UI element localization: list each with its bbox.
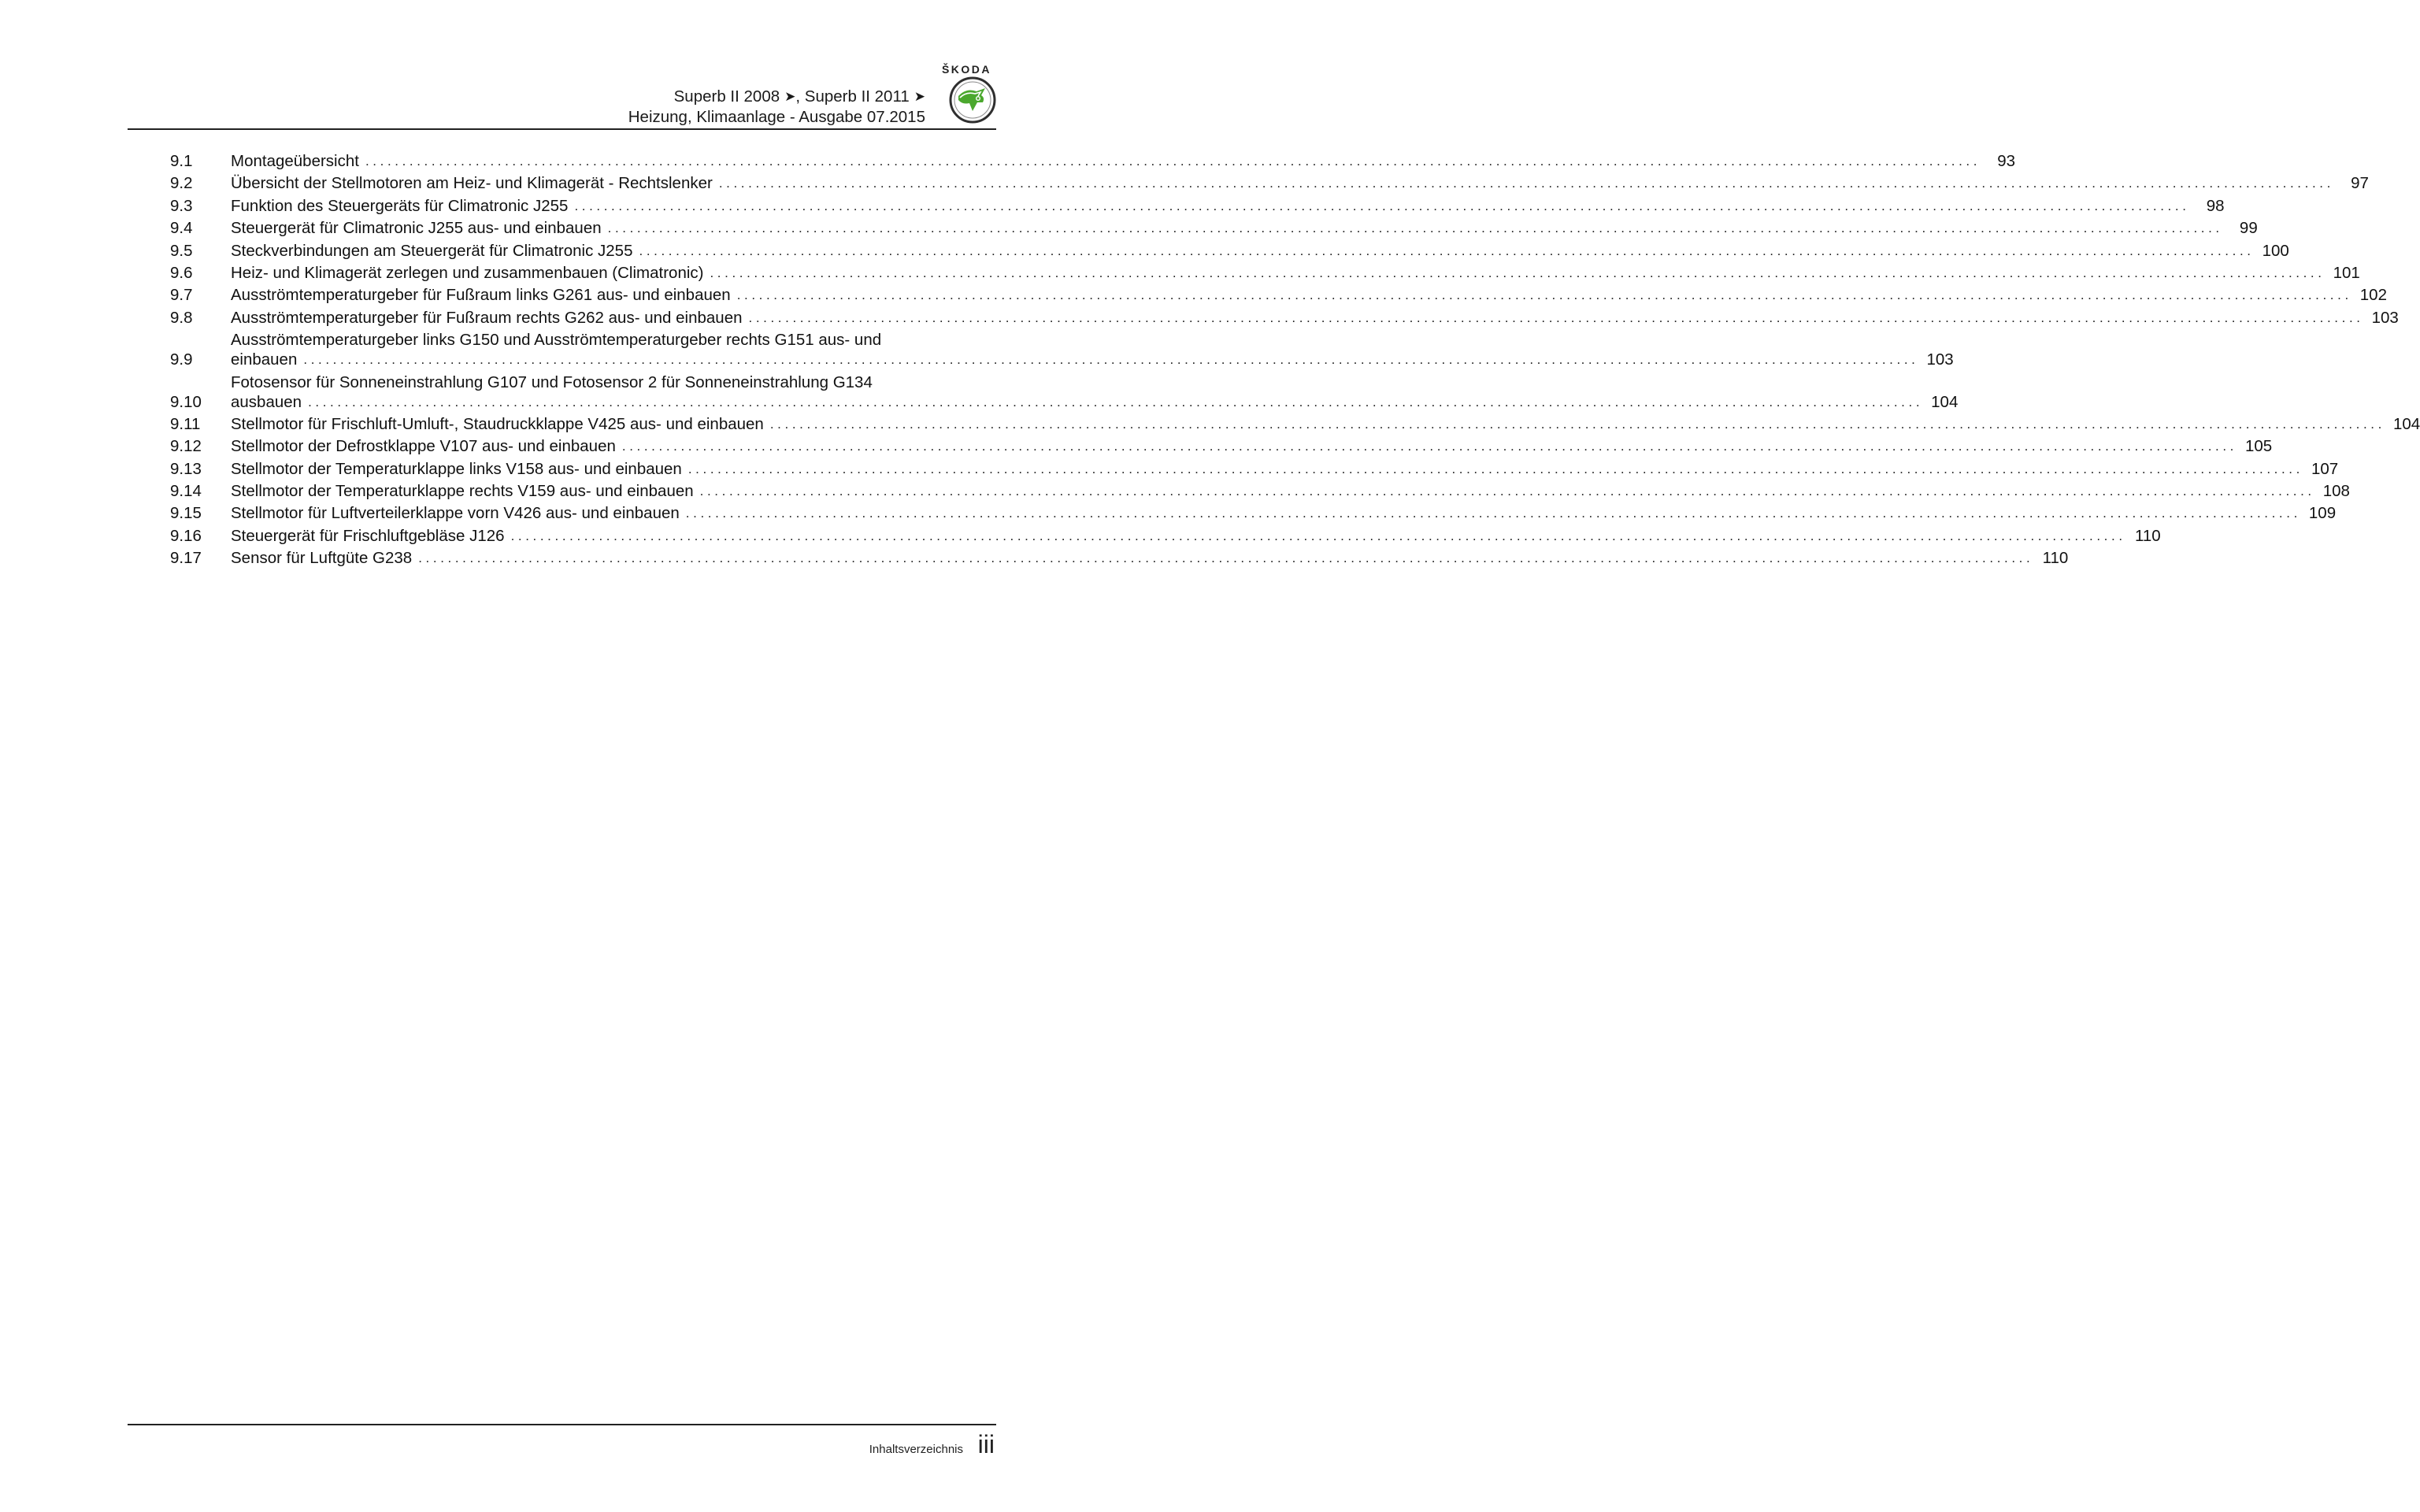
toc-entry[interactable]	[170, 173, 2369, 193]
header-model-1: Superb II 2008	[673, 87, 780, 106]
toc-entry-line	[231, 263, 2360, 283]
toc-entry-page: 110	[2134, 526, 2161, 545]
toc-entry-page: 110	[2042, 549, 2069, 568]
toc-entry-body	[231, 372, 1959, 412]
toc-entry-body	[231, 308, 2399, 328]
arrow-right-icon: ➤	[914, 89, 925, 104]
toc-entry[interactable]	[170, 285, 2387, 305]
arrow-right-icon: ➤	[784, 89, 796, 104]
toc-dot-leader: ............................................................................................................................................................................................................................	[303, 352, 1919, 368]
toc-entry-number: 9.3	[170, 196, 193, 215]
toc-entry[interactable]	[170, 503, 2337, 523]
toc-entry-body	[231, 526, 2161, 546]
toc-entry-body	[231, 481, 2350, 501]
toc-entry-line	[231, 526, 2161, 546]
toc-entry-body	[231, 263, 2360, 283]
toc-entry-line	[231, 151, 2016, 171]
toc-entry-line	[231, 218, 2258, 238]
toc-dot-leader: ............................................................................................................................................................................................................................	[621, 439, 2237, 454]
toc-entry-title: Stellmotor der Temperaturklappe rechts V159 aus- und einbauen	[231, 482, 694, 501]
toc-entry[interactable]	[170, 372, 1959, 412]
toc-entry-line	[231, 173, 2369, 193]
footer-page-number: iii	[977, 1430, 995, 1458]
toc-entry-number: 9.17	[170, 549, 202, 568]
toc-entry-number: 9.2	[170, 174, 193, 193]
table-of-contents	[170, 151, 2420, 571]
toc-entry-body	[231, 414, 2420, 434]
toc-dot-leader: ............................................................................................................................................................................................................................	[736, 287, 2352, 303]
toc-entry[interactable]	[170, 196, 2225, 216]
toc-entry-title-line1: Ausströmtemperaturgeber links G150 und Ausströmtemperaturgeber rechts G151 aus- und	[231, 331, 882, 350]
toc-entry-page: 104	[1931, 392, 1959, 411]
toc-entry-title: Stellmotor der Defrostklappe V107 aus- und einbauen	[231, 437, 616, 456]
toc-entry[interactable]	[170, 308, 2399, 328]
toc-entry-title: ausbauen	[231, 392, 302, 411]
toc-entry-body	[231, 151, 2016, 171]
toc-entry[interactable]	[170, 330, 1954, 369]
header-models-line	[628, 87, 925, 107]
toc-entry-number: 9.9	[170, 350, 193, 369]
header-model-2: , Superb II 2011	[795, 87, 910, 106]
toc-entry-number: 9.10	[170, 392, 202, 411]
toc-entry[interactable]	[170, 414, 2420, 434]
toc-entry-title: Sensor für Luftgüte G238	[231, 549, 413, 568]
footer-divider	[128, 1424, 996, 1425]
toc-dot-leader: ............................................................................................................................................................................................................................	[607, 220, 2223, 236]
toc-entry-title: Ausströmtemperaturgeber für Fußraum rechts G262 aus- und einbauen	[231, 308, 743, 327]
toc-entry-title: Heiz- und Klimagerät zerlegen und zusammenbauen (Climatronic)	[231, 263, 704, 282]
toc-entry-page: 103	[2371, 308, 2399, 327]
toc-entry-page: 101	[2333, 263, 2360, 282]
toc-entry-page: 107	[2311, 459, 2339, 478]
toc-entry-number: 9.16	[170, 526, 202, 545]
toc-entry-title: Ausströmtemperaturgeber für Fußraum links G261 aus- und einbauen	[231, 286, 731, 305]
toc-entry-number: 9.11	[170, 414, 201, 433]
toc-entry-page: 109	[2308, 504, 2337, 523]
toc-entry-line	[231, 392, 1959, 412]
toc-entry-page: 104	[2392, 414, 2420, 433]
toc-dot-leader: ............................................................................................................................................................................................................................	[365, 154, 1981, 169]
toc-entry[interactable]	[170, 548, 2069, 568]
toc-entry-page: 102	[2359, 286, 2387, 305]
toc-entry-line	[231, 241, 2289, 261]
toc-entry[interactable]	[170, 218, 2258, 238]
toc-dot-leader: ............................................................................................................................................................................................................................	[710, 265, 2325, 280]
toc-entry-title: Stellmotor der Temperaturklappe links V158 aus- und einbauen	[231, 459, 682, 478]
toc-entry-page: 100	[2262, 241, 2289, 260]
toc-entry-body	[231, 241, 2289, 261]
toc-entry-line	[231, 503, 2337, 523]
toc-entry-number: 9.7	[170, 286, 193, 305]
toc-entry-body	[231, 330, 1954, 369]
toc-entry-body	[231, 196, 2225, 216]
toc-entry-title: Übersicht der Stellmotoren am Heiz- und Klimagerät - Rechtslenker	[231, 174, 713, 193]
toc-dot-leader: ............................................................................................................................................................................................................................	[574, 198, 2190, 213]
toc-dot-leader: ............................................................................................................................................................................................................................	[639, 243, 2255, 258]
toc-entry-title: Funktion des Steuergeräts für Climatronic J255	[231, 196, 569, 215]
toc-entry-title: Steckverbindungen am Steuergerät für Climatronic J255	[231, 241, 633, 260]
toc-entry-line	[231, 350, 1954, 369]
toc-entry-line	[231, 196, 2225, 216]
toc-entry-body	[231, 459, 2339, 479]
toc-entry-line	[231, 414, 2420, 434]
toc-entry-number: 9.4	[170, 219, 193, 238]
toc-dot-leader: ............................................................................................................................................................................................................................	[748, 309, 2364, 325]
toc-entry-page: 93	[1997, 152, 2016, 170]
toc-entry-page: 103	[1926, 350, 1954, 369]
toc-entry-title: Stellmotor für Luftverteilerklappe vorn V426 aus- und einbauen	[231, 504, 680, 523]
toc-entry-title: Steuergerät für Climatronic J255 aus- und einbauen	[231, 219, 602, 238]
toc-entry-title-line1: Fotosensor für Sonneneinstrahlung G107 und Fotosensor 2 für Sonneneinstrahlung G134	[231, 372, 873, 391]
toc-entry-body	[231, 285, 2387, 305]
toc-dot-leader: ............................................................................................................................................................................................................................	[687, 461, 2303, 476]
toc-entry-line	[231, 308, 2399, 328]
toc-entry-number: 9.15	[170, 504, 202, 523]
toc-entry-number: 9.1	[170, 152, 193, 170]
toc-entry-number: 9.6	[170, 263, 193, 282]
toc-entry-page: 98	[2206, 196, 2225, 215]
toc-dot-leader: ............................................................................................................................................................................................................................	[510, 528, 2126, 543]
toc-entry-number: 9.8	[170, 308, 193, 327]
toc-entry-page: 108	[2322, 482, 2350, 501]
toc-entry-body	[231, 218, 2258, 238]
document-header	[628, 87, 925, 128]
toc-entry-body	[231, 173, 2369, 193]
toc-entry[interactable]	[170, 459, 2339, 479]
toc-dot-leader: ............................................................................................................................................................................................................................	[699, 484, 2315, 499]
brand-wordmark: ŠKODA	[941, 63, 991, 76]
header-subtitle: Heizung, Klimaanlage - Ausgabe 07.2015	[628, 108, 925, 126]
toc-entry[interactable]	[170, 241, 2289, 261]
toc-entry-body	[231, 436, 2273, 456]
toc-entry-line	[231, 548, 2069, 568]
toc-entry-body	[231, 503, 2337, 523]
toc-dot-leader: ............................................................................................................................................................................................................................	[769, 416, 2385, 432]
toc-entry-line	[231, 459, 2339, 479]
toc-entry-line	[231, 436, 2273, 456]
toc-entry-number: 9.14	[170, 482, 202, 501]
toc-entry-body	[231, 548, 2069, 568]
toc-dot-leader: ............................................................................................................................................................................................................................	[718, 176, 2334, 191]
toc-entry-title: Montageübersicht	[231, 152, 359, 170]
skoda-logo-icon	[949, 76, 996, 124]
toc-entry[interactable]	[170, 263, 2360, 283]
toc-entry-page: 97	[2351, 174, 2369, 193]
toc-entry-number: 9.13	[170, 459, 202, 478]
toc-entry-number: 9.12	[170, 437, 202, 456]
footer-section-label: Inhaltsverzeichnis	[869, 1443, 963, 1456]
toc-dot-leader: ............................................................................................................................................................................................................................	[685, 506, 2301, 521]
toc-entry-title: Steuergerät für Frischluftgebläse J126	[231, 526, 505, 545]
toc-entry-line	[231, 481, 2350, 501]
toc-entry[interactable]	[170, 526, 2161, 546]
toc-entry-line	[231, 285, 2387, 305]
header-divider	[128, 128, 996, 130]
toc-entry-page: 99	[2239, 219, 2258, 238]
toc-entry[interactable]	[170, 151, 2016, 171]
toc-entry-page: 105	[2244, 437, 2273, 456]
toc-entry-title: Stellmotor für Frischluft-Umluft-, Staudruckklappe V425 aus- und einbauen	[231, 414, 764, 433]
toc-entry-number: 9.5	[170, 241, 193, 260]
toc-dot-leader: ............................................................................................................................................................................................................................	[418, 550, 2034, 566]
toc-dot-leader: ............................................................................................................................................................................................................................	[308, 394, 1924, 410]
toc-entry[interactable]	[170, 436, 2273, 456]
toc-entry[interactable]	[170, 481, 2350, 501]
toc-entry-title: einbauen	[231, 350, 298, 369]
